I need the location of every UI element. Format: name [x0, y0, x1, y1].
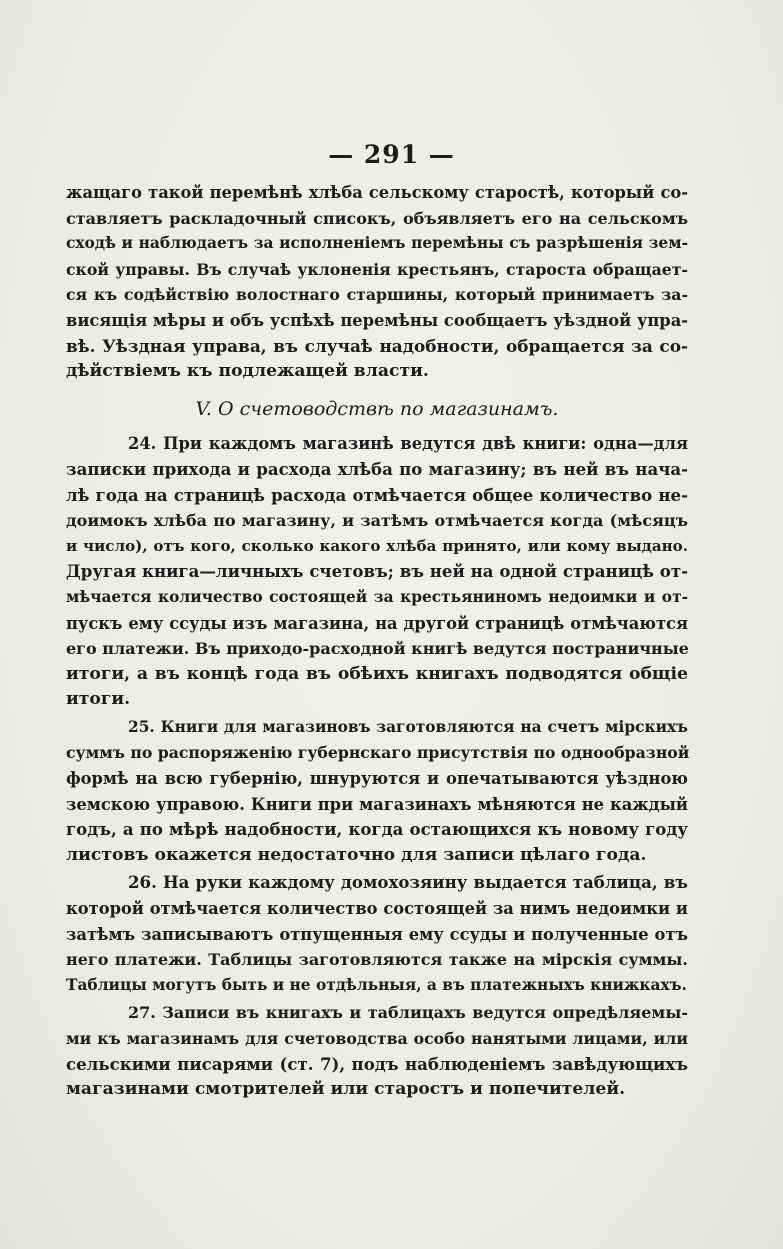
text-line: 26. На руки каждому домохозяину выдается таблица, въ [128, 872, 688, 893]
text-line: итоги, а въ концѣ года въ обѣихъ книгахъ подводятся общіе [66, 663, 688, 684]
paragraph-26 [66, 870, 688, 998]
intro-paragraph [66, 180, 688, 385]
text-line: 24. При каждомъ магазинѣ ведутся двѣ книги: одна—для [128, 434, 688, 454]
text-line: него платежи. Таблицы заготовляются также на мірскія суммы. [66, 950, 688, 970]
text-line: сходѣ и наблюдаетъ за исполненіемъ перемѣны съ разрѣшенія зем- [66, 234, 688, 253]
text-line: листовъ окажется недостаточно для записи цѣлаго года. [66, 844, 647, 865]
text-line: магазинами смотрителей или старостъ и попечителей. [66, 1079, 626, 1100]
text-line: записки прихода и расхода хлѣба по магазину; въ ней въ нача- [66, 458, 688, 479]
text-line: сельскими писарями (ст. 7), подъ наблюденіемъ завѣдующихъ [66, 1053, 688, 1074]
text-line: пускъ ему ссуды изъ магазина, на другой страницѣ отмѣчаются [66, 613, 688, 633]
text-line: Таблицы могутъ быть и не отдѣльныя, а въ платежныхъ книжкахъ. [66, 975, 687, 994]
text-line: и число), отъ кого, сколько какого хлѣба принято, или кому выдано. [66, 536, 688, 555]
text-line: ся къ содѣйствію волостнаго старшины, который принимаетъ за- [66, 285, 688, 305]
text-line: ставляетъ раскладочный списокъ, объявляетъ его на сельскомъ [66, 208, 688, 228]
text-line: лѣ года на страницѣ расхода отмѣчается общее количество не- [66, 484, 688, 505]
text-line: годъ, а по мѣрѣ надобности, когда остающихся къ новому году [66, 819, 688, 840]
text-line: Другая книга—личныхъ счетовъ; въ ней на одной страницѣ от- [66, 561, 688, 582]
text-line: 27. Записи въ книгахъ и таблицахъ ведутся опредѣляемы- [128, 1003, 688, 1023]
text-line: итоги. [66, 689, 131, 710]
text-line: висящія мѣры и объ успѣхѣ перемѣны сообщаетъ уѣздной упра- [66, 310, 688, 330]
text-line: дѣйствіемъ къ подлежащей власти. [66, 361, 429, 382]
text-line: земскою управою. Книги при магазинахъ мѣняются не каждый [66, 794, 688, 814]
paragraph-24 [66, 431, 688, 713]
section-heading: V. О счетоводствѣ по магазинамъ. [195, 397, 559, 420]
body-text [66, 180, 688, 1103]
text-line: ской управы. Въ случаѣ уклоненія крестьянъ, староста обращает- [66, 259, 688, 279]
text-line: формѣ на всю губернію, шнуруются и опечатываются уѣздною [66, 769, 688, 789]
text-line: мѣчается количество состоящей за крестьяниномъ недоимки и от- [66, 587, 688, 606]
text-line: доимокъ хлѣба по магазину, и затѣмъ отмѣчается когда (мѣсяцъ [66, 511, 688, 531]
text-line: затѣмъ записываютъ отпущенныя ему ссуды и полученные отъ [66, 924, 688, 944]
text-line: ми къ магазинамъ для счетоводства особо нанятыми лицами, или [66, 1029, 688, 1048]
text-line: жащаго такой перемѣнѣ хлѣба сельскому старостѣ, который со- [66, 183, 688, 202]
page-number: — 291 — [328, 140, 455, 169]
text-line: которой отмѣчается количество состоящей за нимъ недоимки и [66, 899, 688, 919]
paragraph-27 [66, 1000, 688, 1102]
text-line: 25. Книги для магазиновъ заготовляются на счетъ мірскихъ [128, 717, 688, 736]
text-line: его платежи. Въ приходо-расходной книгѣ ведутся постраничные [66, 639, 689, 659]
text-line: вѣ. Уѣздная управа, въ случаѣ надобности, обращается за со- [66, 335, 688, 356]
paragraph-25 [66, 715, 688, 869]
text-line: суммъ по распоряженію губернскаго присутствія по однообразной [66, 743, 690, 763]
